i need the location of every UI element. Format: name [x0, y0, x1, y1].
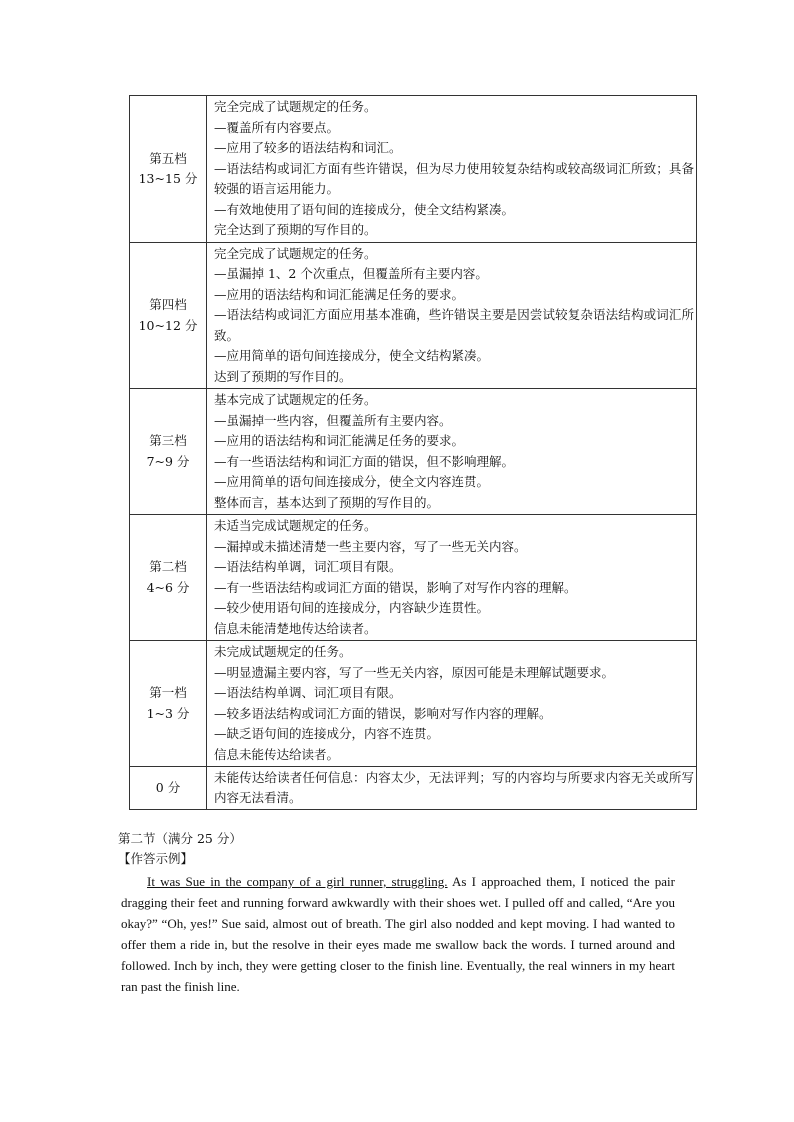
- table-row: [130, 515, 697, 641]
- grade-cell: [130, 243, 207, 389]
- criteria-line: 基本完成了试题规定的任务。: [214, 392, 377, 407]
- essay-first-sentence: It was Sue in the company of a girl runner, struggling.: [147, 874, 448, 889]
- grade-name: 第一档: [149, 685, 187, 700]
- criteria-line: —漏掉或未描述清楚一些主要内容，写了一些无关内容。: [214, 538, 527, 554]
- criteria-cell: [207, 641, 697, 767]
- criteria-line: 信息未能清楚地传达给读者。: [214, 620, 377, 636]
- grade-score: 4~6 分: [146, 579, 190, 595]
- scoring-rubric-table: [129, 95, 697, 810]
- criteria-line: —语法结构单调、词汇项目有限。: [214, 685, 402, 700]
- criteria-line: —有一些语法结构和词汇方面的错误，但不影响理解。: [214, 453, 515, 469]
- criteria-line: —语法结构或词汇方面应用基本准确，些许错误主要是因尝试较复杂语法结构或词汇所致。: [214, 307, 694, 343]
- criteria-cell: [207, 767, 697, 810]
- criteria-line: —应用简单的语句间连接成分，使全文结构紧凑。: [214, 348, 490, 364]
- criteria-line: —应用了较多的语法结构和词汇。: [214, 140, 402, 156]
- grade-score: 7~9 分: [146, 453, 190, 469]
- criteria-line: —缺乏语句间的连接成分，内容不连贯。: [214, 726, 440, 741]
- criteria-line: 达到了预期的写作目的。: [214, 368, 352, 384]
- section-title: 第二节（满分 25 分）: [118, 831, 242, 846]
- criteria-line: —虽漏掉 1、2 个次重点，但覆盖所有主要内容。: [214, 266, 488, 282]
- criteria-line: —应用简单的语句间连接成分，使全文内容连贯。: [214, 474, 490, 489]
- table-row: [130, 96, 697, 243]
- essay-body: As I approached them, I noticed the pair dragging their feet and running forward awkwardly with their shoes wet. I pulled off and called, “Are you okay?” “Oh, yes!” Sue said, almost out of breath. The girl also nodded and kept moving. I had wanted to offer them a ride in, but the resolve in their eyes made me swallow back the words. I turned around and followed. Inch by inch, they were getting closer to the finish line. Eventually, the real winners in my heart ran past the finish line.: [121, 874, 675, 994]
- criteria-line: —有效地使用了语句间的连接成分，使全文结构紧凑。: [214, 201, 515, 217]
- grade-cell: [130, 389, 207, 515]
- criteria-cell: [207, 389, 697, 515]
- section-two-header: [118, 829, 678, 869]
- grade-cell: [130, 641, 207, 767]
- criteria-line: 未完成试题规定的任务。: [214, 644, 352, 659]
- criteria-line: 整体而言，基本达到了预期的写作目的。: [214, 494, 440, 510]
- criteria-line: —较少使用语句间的连接成分，内容缺少连贯性。: [214, 600, 490, 615]
- criteria-line: 未适当完成试题规定的任务。: [214, 518, 377, 533]
- grade-score: 1~3 分: [146, 705, 190, 721]
- criteria-line: —应用的语法结构和词汇能满足任务的要求。: [214, 433, 465, 448]
- criteria-line: —语法结构单调，词汇项目有限。: [214, 559, 402, 574]
- example-label: 【作答示例】: [118, 851, 194, 866]
- criteria-line: —明显遗漏主要内容，写了一些无关内容，原因可能是未理解试题要求。: [214, 664, 615, 680]
- criteria-line: —语法结构或词汇方面有些许错误，但为尽力使用较复杂结构或较高级词汇所致；具备较强的语言运用能力。: [214, 160, 694, 197]
- criteria-line: 信息未能传达给读者。: [214, 746, 340, 762]
- criteria-line: —较多语法结构或词汇方面的错误，影响对写作内容的理解。: [214, 705, 552, 721]
- grade-name: 第二档: [149, 559, 187, 574]
- table-row: [130, 389, 697, 515]
- grade-name: 第五档: [149, 150, 187, 166]
- criteria-line: —应用的语法结构和词汇能满足任务的要求。: [214, 286, 465, 302]
- grade-score: 0 分: [155, 779, 181, 795]
- grade-cell: [130, 767, 207, 810]
- criteria-cell: [207, 96, 697, 243]
- criteria-line: —有一些语法结构或词汇方面的错误，影响了对写作内容的理解。: [214, 579, 577, 595]
- sample-essay: [121, 871, 675, 997]
- table-row: [130, 767, 697, 810]
- grade-score: 10~12 分: [138, 317, 198, 333]
- criteria-line: —虽漏掉一些内容，但覆盖所有主要内容。: [214, 412, 452, 428]
- criteria-line: 完全完成了试题规定的任务。: [214, 99, 377, 115]
- grade-cell: [130, 515, 207, 641]
- grade-cell: [130, 96, 207, 243]
- grade-score: 13~15 分: [138, 171, 198, 186]
- grade-name: 第四档: [149, 297, 187, 312]
- criteria-cell: [207, 515, 697, 641]
- criteria-line: —覆盖所有内容要点。: [214, 119, 340, 135]
- criteria-line: 完全达到了预期的写作目的。: [214, 222, 377, 238]
- criteria-line: 未能传达给读者任何信息：内容太少，无法评判；写的内容均与所要求内容无关或所写内容无法看清。: [214, 769, 694, 805]
- criteria-line: 完全完成了试题规定的任务。: [214, 245, 377, 261]
- table-row: [130, 641, 697, 767]
- table-row: [130, 243, 697, 389]
- criteria-cell: [207, 243, 697, 389]
- grade-name: 第三档: [149, 433, 187, 448]
